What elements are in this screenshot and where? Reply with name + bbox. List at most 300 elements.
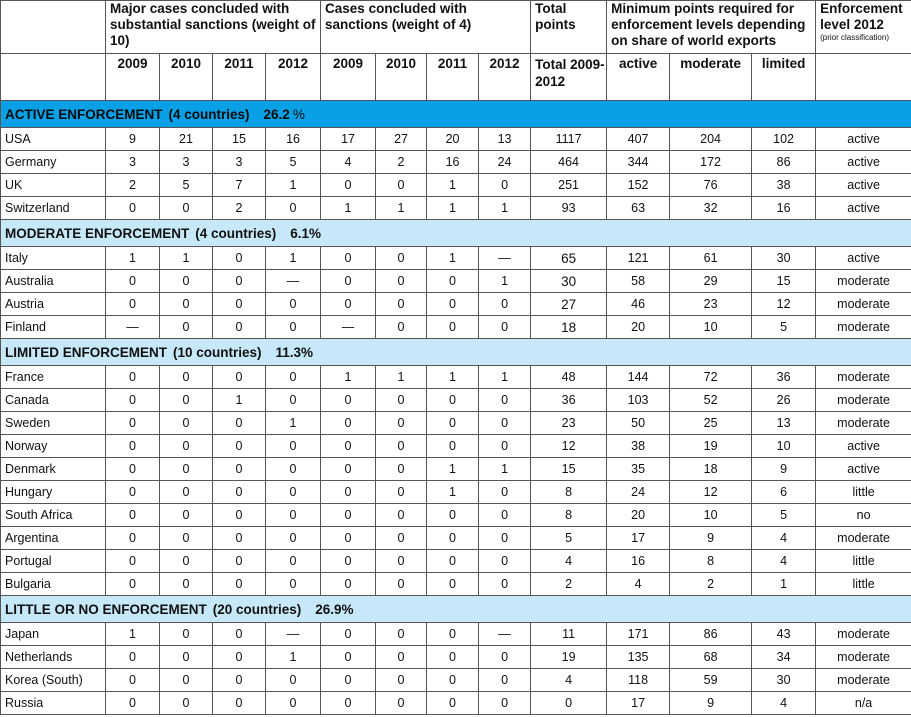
- table-row: [1, 481, 911, 504]
- section-header: [1, 101, 911, 128]
- cell-enforcement-level: active: [816, 435, 911, 458]
- cell-major-2009: 0: [106, 669, 160, 692]
- cell-major-2009: 0: [106, 692, 160, 715]
- cell-cases-2011: 0: [427, 412, 479, 435]
- cell-cases-2009: 1: [321, 197, 376, 220]
- cell-cases-2011: 1: [427, 174, 479, 197]
- cell-min-moderate: 23: [670, 293, 752, 316]
- section-percentage-unit: %: [292, 106, 305, 122]
- cell-major-2009: —: [106, 316, 160, 339]
- header-minimum-points: Minimum points required for enforcement levels depending on share of world exports: [607, 1, 816, 54]
- cell-cases-2010: 0: [376, 623, 427, 646]
- cell-min-limited: 4: [752, 550, 816, 573]
- cell-total-points: 8: [531, 504, 607, 527]
- year-2010-cases: 2010: [376, 54, 427, 101]
- cell-min-limited: 43: [752, 623, 816, 646]
- header-blank-2: [1, 54, 106, 101]
- cell-total-points: 18: [531, 316, 607, 339]
- cell-cases-2012: 0: [479, 481, 531, 504]
- cell-enforcement-level: active: [816, 174, 911, 197]
- cell-min-active: 4: [607, 573, 670, 596]
- cell-min-active: 20: [607, 504, 670, 527]
- cell-major-2009: 0: [106, 389, 160, 412]
- cell-min-active: 58: [607, 270, 670, 293]
- table-row: [1, 174, 911, 197]
- cell-major-2009: 1: [106, 623, 160, 646]
- cell-min-moderate: 18: [670, 458, 752, 481]
- section-header: [1, 220, 911, 247]
- table-row: [1, 316, 911, 339]
- cell-total-points: 11: [531, 623, 607, 646]
- cell-cases-2010: 0: [376, 435, 427, 458]
- country-name: Bulgaria: [1, 573, 106, 596]
- cell-total-points: 5: [531, 527, 607, 550]
- cell-enforcement-level: moderate: [816, 623, 911, 646]
- cell-cases-2011: 0: [427, 623, 479, 646]
- country-name: USA: [1, 128, 106, 151]
- cell-cases-2012: 0: [479, 669, 531, 692]
- cell-major-2009: 0: [106, 573, 160, 596]
- cell-major-2012: 0: [266, 197, 321, 220]
- cell-min-limited: 34: [752, 646, 816, 669]
- cell-min-moderate: 8: [670, 550, 752, 573]
- cell-min-limited: 36: [752, 366, 816, 389]
- cell-min-moderate: 19: [670, 435, 752, 458]
- cell-min-active: 144: [607, 366, 670, 389]
- cell-total-points: 30: [531, 270, 607, 293]
- cell-major-2010: 5: [160, 174, 213, 197]
- section-title: [1, 339, 911, 366]
- cell-enforcement-level: moderate: [816, 293, 911, 316]
- cell-total-points: 48: [531, 366, 607, 389]
- cell-cases-2011: 20: [427, 128, 479, 151]
- year-2012-major: 2012: [266, 54, 321, 101]
- cell-major-2010: 0: [160, 573, 213, 596]
- cell-major-2011: 7: [213, 174, 266, 197]
- cell-min-limited: 6: [752, 481, 816, 504]
- header-enforcement-level: Enforcement level 2012 (prior classification): [816, 1, 911, 54]
- cell-enforcement-level: n/a: [816, 692, 911, 715]
- cell-major-2012: 0: [266, 550, 321, 573]
- table-row: [1, 527, 911, 550]
- cell-total-points: 0: [531, 692, 607, 715]
- header-moderate: moderate: [670, 54, 752, 101]
- cell-cases-2011: 16: [427, 151, 479, 174]
- cell-min-active: 46: [607, 293, 670, 316]
- cell-major-2012: 0: [266, 389, 321, 412]
- section-percentage: 26.9%: [315, 601, 354, 617]
- cell-min-limited: 10: [752, 435, 816, 458]
- year-2011-cases: 2011: [427, 54, 479, 101]
- cell-min-active: 24: [607, 481, 670, 504]
- cell-cases-2009: 0: [321, 458, 376, 481]
- header-enforcement-note: (prior classification): [820, 33, 889, 42]
- cell-cases-2012: 0: [479, 646, 531, 669]
- header-active: active: [607, 54, 670, 101]
- country-name: Australia: [1, 270, 106, 293]
- cell-major-2009: 0: [106, 197, 160, 220]
- cell-total-points: 1117: [531, 128, 607, 151]
- cell-major-2012: 1: [266, 174, 321, 197]
- cell-cases-2012: 0: [479, 389, 531, 412]
- cell-total-points: 23: [531, 412, 607, 435]
- cell-cases-2012: 0: [479, 504, 531, 527]
- cell-cases-2009: 0: [321, 247, 376, 270]
- cell-cases-2009: 0: [321, 481, 376, 504]
- cell-total-points: 464: [531, 151, 607, 174]
- table-row: [1, 458, 911, 481]
- table-row: [1, 504, 911, 527]
- cell-min-limited: 102: [752, 128, 816, 151]
- cell-min-limited: 4: [752, 692, 816, 715]
- cell-total-points: 251: [531, 174, 607, 197]
- cell-major-2009: 9: [106, 128, 160, 151]
- cell-major-2011: 0: [213, 316, 266, 339]
- cell-major-2010: 21: [160, 128, 213, 151]
- cell-cases-2011: 0: [427, 692, 479, 715]
- cell-cases-2009: 0: [321, 293, 376, 316]
- cell-major-2010: 0: [160, 197, 213, 220]
- section-header: [1, 339, 911, 366]
- cell-cases-2009: 0: [321, 435, 376, 458]
- cell-min-moderate: 204: [670, 128, 752, 151]
- cell-cases-2010: 0: [376, 389, 427, 412]
- header-row-groups: [1, 1, 911, 54]
- cell-min-active: 121: [607, 247, 670, 270]
- cell-enforcement-level: moderate: [816, 646, 911, 669]
- cell-major-2010: 3: [160, 151, 213, 174]
- cell-total-points: 93: [531, 197, 607, 220]
- country-name: Argentina: [1, 527, 106, 550]
- cell-total-points: 4: [531, 550, 607, 573]
- cell-cases-2009: 0: [321, 573, 376, 596]
- cell-cases-2012: 1: [479, 366, 531, 389]
- cell-cases-2010: 0: [376, 270, 427, 293]
- section-title-text: MODERATE ENFORCEMENT: [5, 225, 190, 241]
- cell-min-moderate: 61: [670, 247, 752, 270]
- cell-major-2012: —: [266, 270, 321, 293]
- cell-major-2012: 0: [266, 316, 321, 339]
- cell-enforcement-level: moderate: [816, 669, 911, 692]
- cell-min-limited: 5: [752, 504, 816, 527]
- cell-enforcement-level: moderate: [816, 366, 911, 389]
- cell-major-2010: 0: [160, 293, 213, 316]
- cell-major-2010: 0: [160, 389, 213, 412]
- cell-min-moderate: 52: [670, 389, 752, 412]
- section-country-count: (20 countries): [212, 601, 302, 617]
- cell-cases-2012: 0: [479, 692, 531, 715]
- cell-cases-2010: 0: [376, 247, 427, 270]
- cell-cases-2010: 0: [376, 174, 427, 197]
- cell-cases-2012: 0: [479, 435, 531, 458]
- cell-major-2009: 2: [106, 174, 160, 197]
- cell-major-2011: 0: [213, 293, 266, 316]
- cell-cases-2011: 0: [427, 527, 479, 550]
- cell-cases-2009: 0: [321, 270, 376, 293]
- cell-major-2009: 0: [106, 504, 160, 527]
- cell-min-moderate: 10: [670, 316, 752, 339]
- table-row: [1, 692, 911, 715]
- country-name: Hungary: [1, 481, 106, 504]
- cell-major-2011: 0: [213, 527, 266, 550]
- cell-major-2011: 0: [213, 669, 266, 692]
- cell-min-active: 118: [607, 669, 670, 692]
- section-percentage: 6.1%: [290, 225, 322, 241]
- cell-min-active: 38: [607, 435, 670, 458]
- cell-enforcement-level: moderate: [816, 270, 911, 293]
- cell-total-points: 27: [531, 293, 607, 316]
- cell-cases-2012: 1: [479, 458, 531, 481]
- table-row: [1, 247, 911, 270]
- cell-enforcement-level: moderate: [816, 412, 911, 435]
- cell-min-limited: 30: [752, 247, 816, 270]
- cell-min-moderate: 9: [670, 692, 752, 715]
- cell-enforcement-level: active: [816, 128, 911, 151]
- country-name: Netherlands: [1, 646, 106, 669]
- cell-min-moderate: 2: [670, 573, 752, 596]
- cell-major-2012: 0: [266, 669, 321, 692]
- table-row: [1, 623, 911, 646]
- cell-major-2010: 0: [160, 366, 213, 389]
- table-row: [1, 128, 911, 151]
- cell-cases-2009: 0: [321, 412, 376, 435]
- country-name: Italy: [1, 247, 106, 270]
- cell-major-2010: 0: [160, 504, 213, 527]
- cell-enforcement-level: active: [816, 151, 911, 174]
- cell-cases-2010: 0: [376, 481, 427, 504]
- cell-total-points: 12: [531, 435, 607, 458]
- cell-cases-2011: 1: [427, 481, 479, 504]
- cell-major-2011: 0: [213, 412, 266, 435]
- cell-major-2010: 0: [160, 435, 213, 458]
- cell-major-2009: 0: [106, 435, 160, 458]
- country-name: Austria: [1, 293, 106, 316]
- cell-cases-2010: 0: [376, 504, 427, 527]
- cell-min-limited: 15: [752, 270, 816, 293]
- cell-min-limited: 16: [752, 197, 816, 220]
- cell-major-2012: 0: [266, 573, 321, 596]
- section-percentage: 26.2: [263, 106, 290, 122]
- table-row: [1, 669, 911, 692]
- cell-min-moderate: 59: [670, 669, 752, 692]
- country-name: UK: [1, 174, 106, 197]
- cell-major-2009: 3: [106, 151, 160, 174]
- cell-cases-2011: 0: [427, 293, 479, 316]
- cell-enforcement-level: moderate: [816, 389, 911, 412]
- cell-major-2010: 0: [160, 527, 213, 550]
- cell-cases-2011: 1: [427, 197, 479, 220]
- header-cases-concluded: Cases concluded with sanctions (weight of 4): [321, 1, 531, 54]
- cell-min-active: 35: [607, 458, 670, 481]
- header-blank-3: [816, 54, 911, 101]
- header-blank: [1, 1, 106, 54]
- cell-major-2009: 0: [106, 458, 160, 481]
- cell-enforcement-level: little: [816, 481, 911, 504]
- cell-major-2011: 3: [213, 151, 266, 174]
- country-name: France: [1, 366, 106, 389]
- cell-min-active: 103: [607, 389, 670, 412]
- cell-major-2012: 0: [266, 435, 321, 458]
- cell-major-2011: 1: [213, 389, 266, 412]
- country-name: Denmark: [1, 458, 106, 481]
- cell-cases-2009: 0: [321, 389, 376, 412]
- cell-min-moderate: 25: [670, 412, 752, 435]
- country-name: Norway: [1, 435, 106, 458]
- country-name: Switzerland: [1, 197, 106, 220]
- cell-min-limited: 38: [752, 174, 816, 197]
- section-country-count: (10 countries): [173, 344, 262, 360]
- header-major-cases: Major cases concluded with substantial sanctions (weight of 10): [106, 1, 321, 54]
- section-title: [1, 220, 911, 247]
- cell-cases-2012: 0: [479, 527, 531, 550]
- cell-major-2012: 0: [266, 458, 321, 481]
- country-name: Korea (South): [1, 669, 106, 692]
- cell-min-active: 63: [607, 197, 670, 220]
- cell-cases-2010: 27: [376, 128, 427, 151]
- cell-cases-2009: 0: [321, 692, 376, 715]
- cell-total-points: 36: [531, 389, 607, 412]
- cell-cases-2010: 0: [376, 458, 427, 481]
- section-country-count: (4 countries): [195, 225, 277, 241]
- cell-major-2012: 1: [266, 412, 321, 435]
- table-row: [1, 293, 911, 316]
- cell-cases-2012: 13: [479, 128, 531, 151]
- cell-major-2011: 0: [213, 481, 266, 504]
- table-row: [1, 550, 911, 573]
- cell-enforcement-level: active: [816, 458, 911, 481]
- cell-major-2012: 0: [266, 366, 321, 389]
- cell-cases-2012: 0: [479, 316, 531, 339]
- table-row: [1, 573, 911, 596]
- cell-min-moderate: 72: [670, 366, 752, 389]
- cell-cases-2012: 0: [479, 573, 531, 596]
- section-title-text: LITTLE OR NO ENFORCEMENT: [5, 601, 207, 617]
- cell-cases-2012: 0: [479, 550, 531, 573]
- cell-total-points: 4: [531, 669, 607, 692]
- year-2010-major: 2010: [160, 54, 213, 101]
- cell-min-active: 152: [607, 174, 670, 197]
- cell-min-active: 17: [607, 692, 670, 715]
- cell-major-2009: 1: [106, 247, 160, 270]
- cell-major-2012: 0: [266, 293, 321, 316]
- cell-total-points: 19: [531, 646, 607, 669]
- header-limited: limited: [752, 54, 816, 101]
- cell-major-2012: 0: [266, 692, 321, 715]
- cell-major-2011: 2: [213, 197, 266, 220]
- cell-enforcement-level: moderate: [816, 527, 911, 550]
- cell-major-2012: 0: [266, 481, 321, 504]
- cell-major-2009: 0: [106, 550, 160, 573]
- cell-major-2010: 0: [160, 412, 213, 435]
- cell-cases-2009: 0: [321, 669, 376, 692]
- section-percentage: 11.3%: [275, 344, 314, 360]
- cell-major-2012: 0: [266, 527, 321, 550]
- cell-cases-2011: 1: [427, 458, 479, 481]
- cell-total-points: 15: [531, 458, 607, 481]
- cell-major-2011: 0: [213, 573, 266, 596]
- year-2012-cases: 2012: [479, 54, 531, 101]
- cell-cases-2010: 0: [376, 412, 427, 435]
- cell-cases-2011: 0: [427, 389, 479, 412]
- cell-major-2012: 16: [266, 128, 321, 151]
- cell-cases-2010: 0: [376, 316, 427, 339]
- cell-major-2011: 0: [213, 270, 266, 293]
- cell-major-2009: 0: [106, 481, 160, 504]
- cell-major-2012: 0: [266, 504, 321, 527]
- cell-major-2010: 0: [160, 692, 213, 715]
- cell-enforcement-level: no: [816, 504, 911, 527]
- section-country-count: (4 countries): [168, 106, 250, 122]
- cell-major-2009: 0: [106, 293, 160, 316]
- country-name: Finland: [1, 316, 106, 339]
- cell-major-2010: 0: [160, 646, 213, 669]
- cell-cases-2009: 0: [321, 623, 376, 646]
- cell-major-2009: 0: [106, 412, 160, 435]
- cell-cases-2012: 1: [479, 197, 531, 220]
- cell-min-moderate: 9: [670, 527, 752, 550]
- cell-major-2012: 1: [266, 247, 321, 270]
- cell-major-2010: 0: [160, 481, 213, 504]
- cell-min-moderate: 68: [670, 646, 752, 669]
- cell-min-moderate: 29: [670, 270, 752, 293]
- cell-cases-2009: 0: [321, 174, 376, 197]
- cell-cases-2009: —: [321, 316, 376, 339]
- country-name: Portugal: [1, 550, 106, 573]
- cell-cases-2009: 0: [321, 527, 376, 550]
- header-total-points: Total points: [531, 1, 607, 54]
- cell-major-2009: 0: [106, 646, 160, 669]
- cell-enforcement-level: active: [816, 197, 911, 220]
- country-name: Sweden: [1, 412, 106, 435]
- cell-min-moderate: 32: [670, 197, 752, 220]
- cell-major-2011: 0: [213, 247, 266, 270]
- cell-enforcement-level: active: [816, 247, 911, 270]
- cell-min-active: 344: [607, 151, 670, 174]
- cell-min-active: 20: [607, 316, 670, 339]
- cell-major-2010: 0: [160, 458, 213, 481]
- header-row-years: [1, 54, 911, 101]
- cell-cases-2009: 1: [321, 366, 376, 389]
- cell-cases-2012: 0: [479, 174, 531, 197]
- table-row: [1, 270, 911, 293]
- cell-major-2011: 0: [213, 646, 266, 669]
- cell-cases-2011: 0: [427, 270, 479, 293]
- cell-min-limited: 30: [752, 669, 816, 692]
- cell-min-limited: 86: [752, 151, 816, 174]
- cell-major-2010: 0: [160, 270, 213, 293]
- section-title: [1, 596, 911, 623]
- cell-min-moderate: 172: [670, 151, 752, 174]
- cell-cases-2010: 0: [376, 573, 427, 596]
- cell-major-2010: 0: [160, 669, 213, 692]
- cell-total-points: 2: [531, 573, 607, 596]
- country-name: Japan: [1, 623, 106, 646]
- cell-cases-2011: 1: [427, 366, 479, 389]
- table-row: [1, 366, 911, 389]
- cell-cases-2012: —: [479, 623, 531, 646]
- cell-enforcement-level: little: [816, 550, 911, 573]
- cell-cases-2010: 0: [376, 646, 427, 669]
- cell-min-active: 135: [607, 646, 670, 669]
- cell-cases-2010: 0: [376, 527, 427, 550]
- cell-major-2011: 15: [213, 128, 266, 151]
- cell-min-moderate: 10: [670, 504, 752, 527]
- cell-cases-2011: 0: [427, 316, 479, 339]
- cell-cases-2011: 0: [427, 550, 479, 573]
- cell-major-2010: 1: [160, 247, 213, 270]
- cell-cases-2009: 4: [321, 151, 376, 174]
- cell-min-limited: 26: [752, 389, 816, 412]
